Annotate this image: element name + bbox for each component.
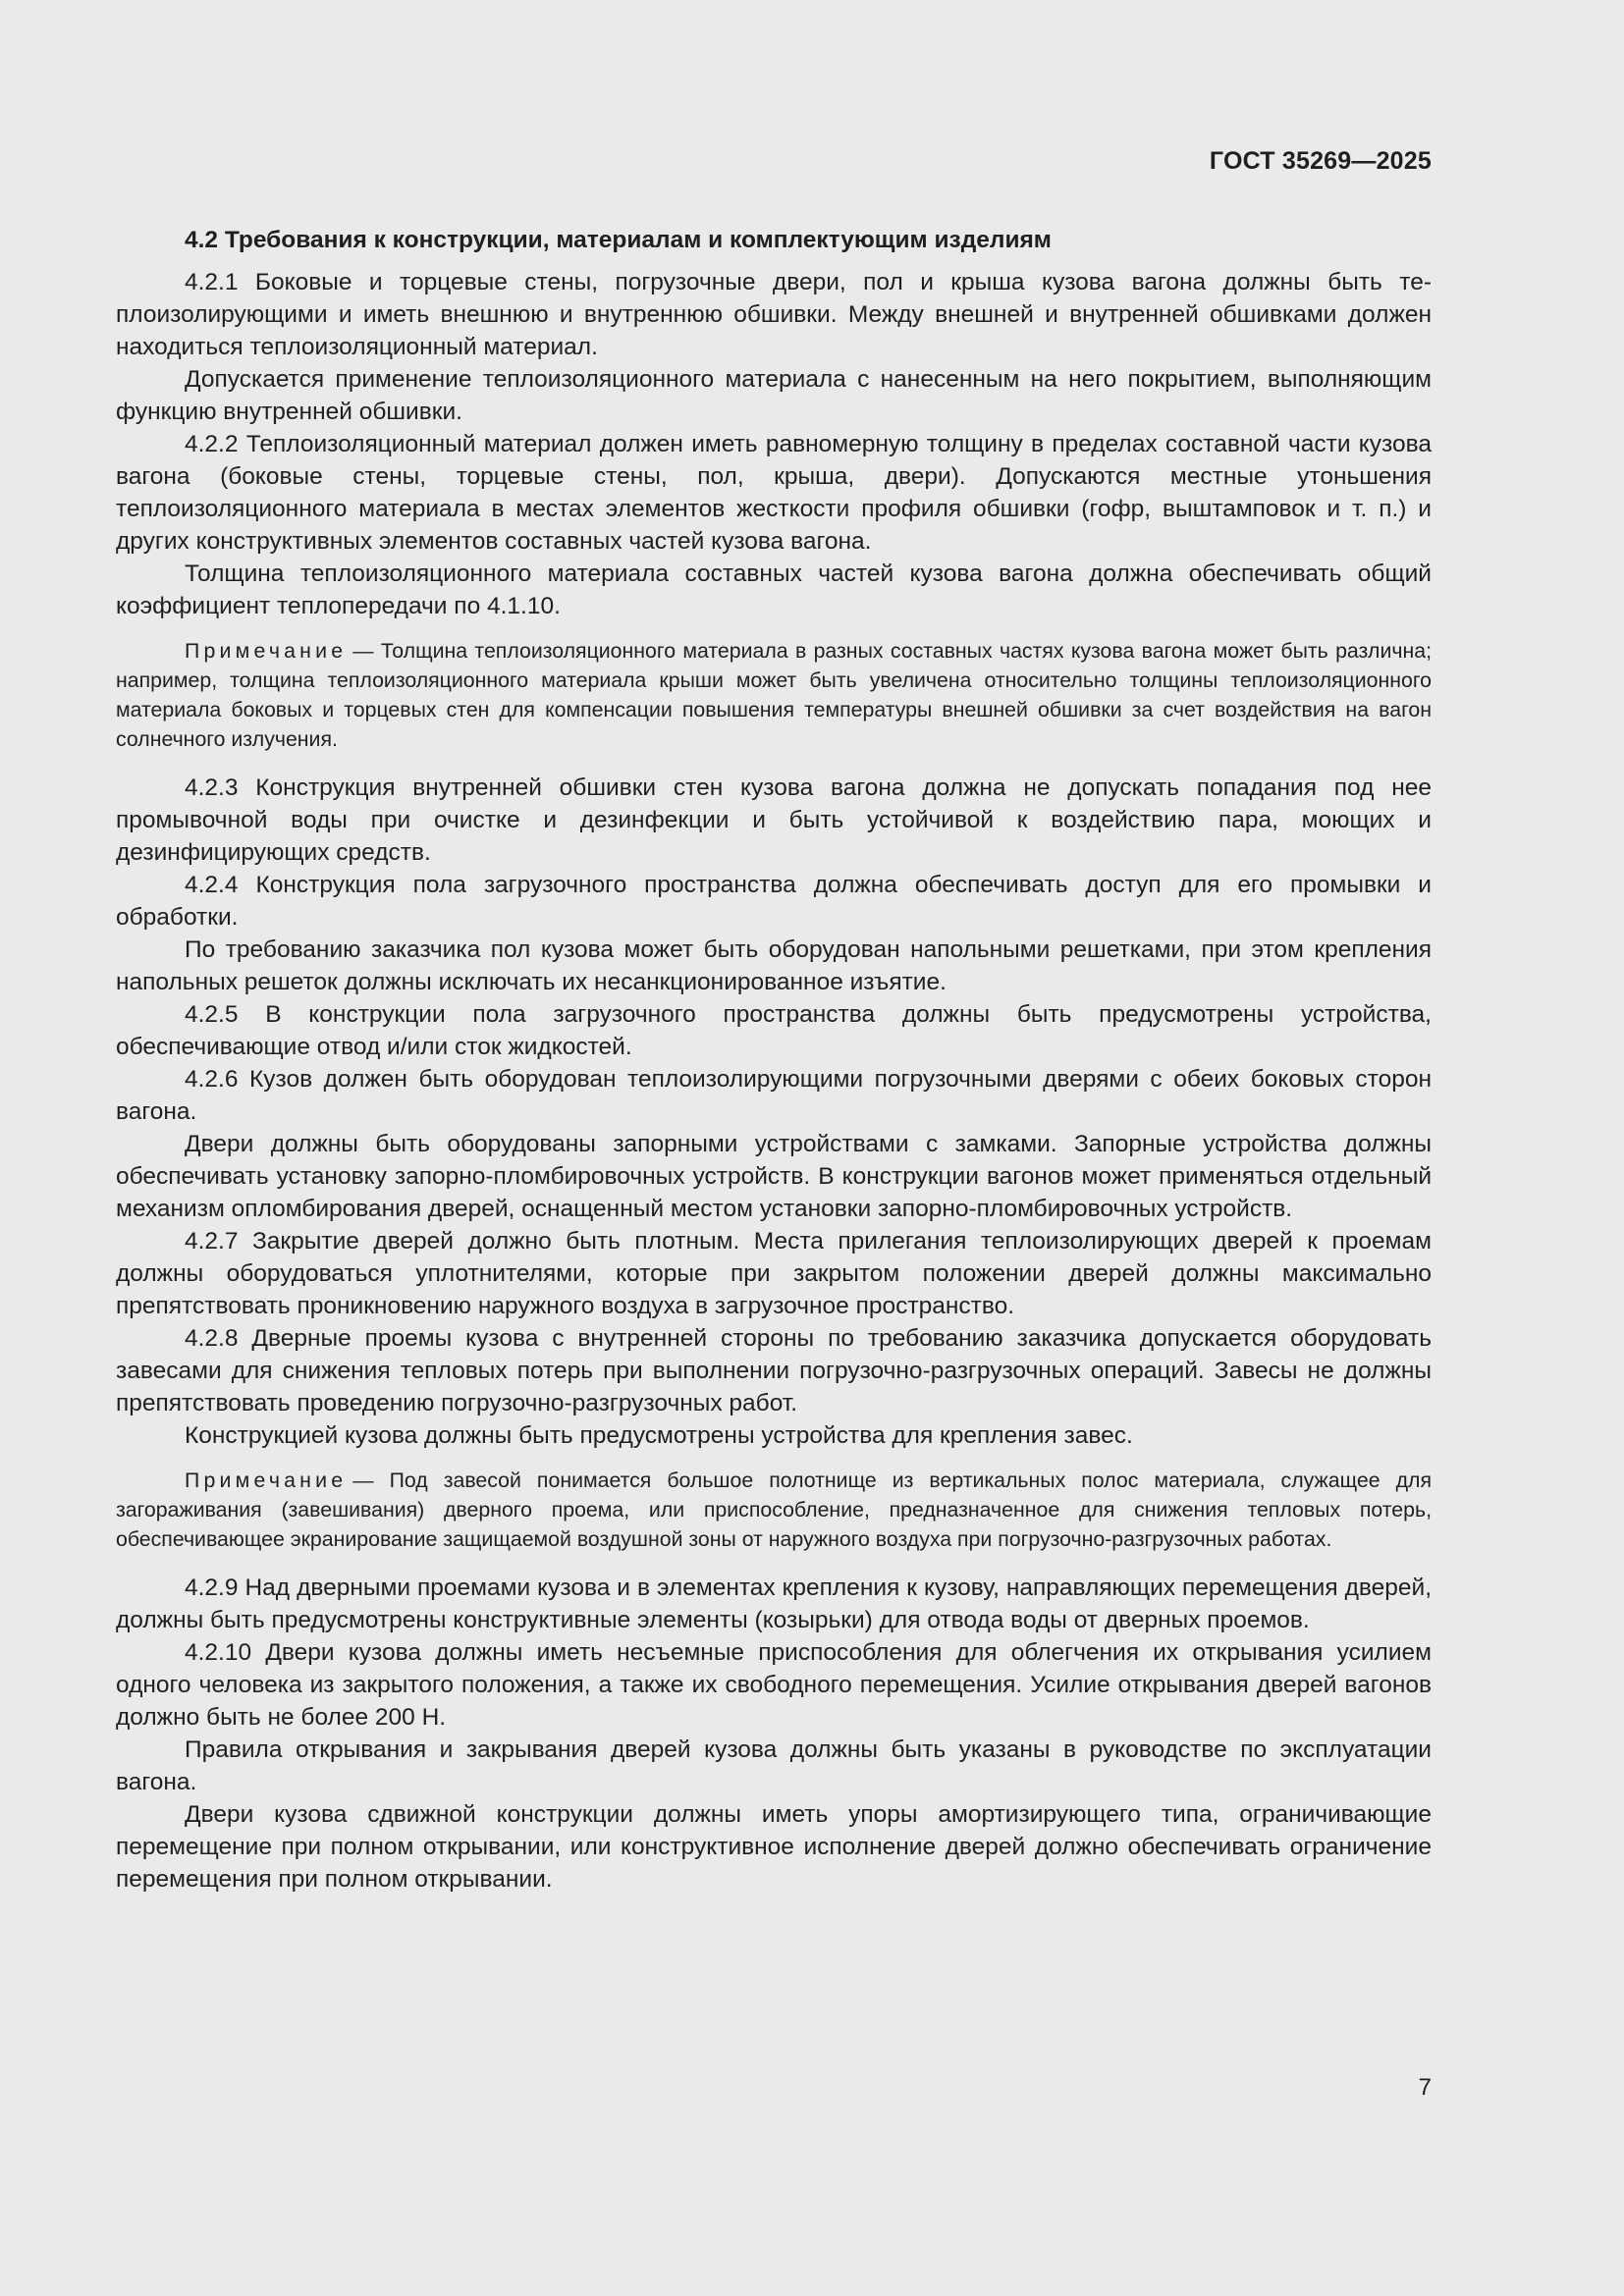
paragraph: Двери кузова сдвижной конструкции должны иметь упоры амортизирующего типа, ограничивающие перемещение при полном открывании, или конструктивное исполнение дверей должно обеспечивать ограничение перемещения при полном открывании. <box>116 1801 1432 1893</box>
note <box>116 636 1432 754</box>
paragraph: Конструкцией кузова должны быть предусмотрены устройства для крепления завес. <box>185 1422 1133 1449</box>
note-label: Примечание <box>185 1468 348 1492</box>
paragraph-4-2-5: 4.2.5 В конструкции пола загрузочного пространства должны быть предусмотрены устройства, обеспечивающие отвод и/или сток жидкостей. <box>116 1001 1432 1060</box>
paragraph-4-2-10: 4.2.10 Двери кузова должны иметь несъемные приспособления для облегчения их открывания усилием одного человека из закрытого положения, а также их свободного перемещения. Усилие открывания дверей вагонов должно быть не более 200 Н. <box>116 1639 1432 1731</box>
paragraph: Толщина теплоизоляционного материала составных частей кузова вагона должна обеспечивать общий коэффициент теплопередачи по 4.1.10. <box>116 561 1432 619</box>
page-number: 7 <box>1418 2074 1432 2101</box>
paragraph-4-2-1: 4.2.1 Боковые и торцевые стены, погрузочные двери, пол и крыша кузова вагона должны быть теплоизолирующими и иметь внешнюю и внутреннюю обшивки. Между внешней и внутренней обшивками должен находиться теплоизоляционный материал. <box>116 269 1432 360</box>
note <box>116 1466 1432 1554</box>
document-code: ГОСТ 35269—2025 <box>1209 147 1432 175</box>
paragraph: Двери должны быть оборудованы запорными устройствами с замками. Запорные устройства должны обеспечивать установку запорно-пломбировочных устройств. В конструкции вагонов может применяться отдельный механизм опломбирования дверей, оснащенный местом установки запорно-пломбировочных устройств. <box>116 1131 1432 1222</box>
paragraph-4-2-8: 4.2.8 Дверные проемы кузова с внутренней стороны по требованию заказчика допускается оборудовать завесами для снижения тепловых потерь при выполнении погрузочно-разгрузочных операций. Завесы не должны препятствовать проведению погрузочно-разгрузочных работ. <box>116 1325 1432 1416</box>
note-label: Примечание <box>185 639 348 663</box>
note-text: — Толщина теплоизоляционного материала в разных составных частях кузова вагона может быть различна; например, толщина теплоизоляционного материала крыши может быть увеличена относительно толщины теплоизоляционного материала боковых и торцевых стен для компенсации повышения температуры внешней обшивки за счет воздействия на вагон солнечного излучения. <box>116 639 1432 751</box>
note-text: — Под завесой понимается большое полотнище из вертикальных полос материала, служащее для загораживания (завешивания) дверного проема, или приспособление, предназначенное для снижения тепловых потерь, обеспечивающее экранирование защищаемой воздушной зоны от наружного воздуха при погрузочно-разгрузочных работах. <box>116 1468 1432 1551</box>
paragraph: По требованию заказчика пол кузова может быть оборудован напольными решетками, при этом крепления напольных решеток должны исключать их несанкционированное изъятие. <box>116 936 1432 995</box>
paragraph-4-2-2: 4.2.2 Теплоизоляционный материал должен иметь равномерную толщину в пределах составной части кузова вагона (боковые стены, торцевые стены, пол, крыша, двери). Допускаются местные утоньшения теплоизоляционного материала в местах элементов жесткости профиля обшивки (гофр, выштамповок и т. п.) и других конструктивных элементов составных частей кузова вагона. <box>116 431 1432 555</box>
paragraph: Правила открывания и закрывания дверей кузова должны быть указаны в руководстве по эксплуатации вагона. <box>116 1736 1432 1795</box>
paragraph-4-2-6: 4.2.6 Кузов должен быть оборудован теплоизолирующими погрузочными дверями с обеих боковых сторон вагона. <box>116 1066 1432 1125</box>
document-body <box>116 224 1432 1896</box>
paragraph-4-2-4: 4.2.4 Конструкция пола загрузочного пространства должна обеспечивать доступ для его промывки и обработки. <box>116 872 1432 931</box>
paragraph-4-2-9: 4.2.9 Над дверными проемами кузова и в элементах крепления к кузову, направляющих перемещения дверей, должны быть предусмотрены конструктивные элементы (козырьки) для отвода воды от дверных проемов. <box>116 1575 1432 1633</box>
section-title: 4.2 Требования к конструкции, материалам и комплектующим изделиям <box>185 227 1052 253</box>
paragraph-4-2-7: 4.2.7 Закрытие дверей должно быть плотным. Места прилегания теплоизолирующих дверей к проемам должны оборудоваться уплотнителями, которые при закрытом положении дверей должны максимально препятствовать проникновению наружного воздуха в загрузочное пространство. <box>116 1228 1432 1319</box>
paragraph-4-2-3: 4.2.3 Конструкция внутренней обшивки стен кузова вагона должна не допускать попадания под нее промывочной воды при очистке и дезинфекции и быть устойчивой к воздействию пара, моющих и дезинфицирующих средств. <box>116 774 1432 866</box>
paragraph: Допускается применение теплоизоляционного материала с нанесенным на него покрытием, выполняющим функцию внутренней обшивки. <box>116 366 1432 425</box>
